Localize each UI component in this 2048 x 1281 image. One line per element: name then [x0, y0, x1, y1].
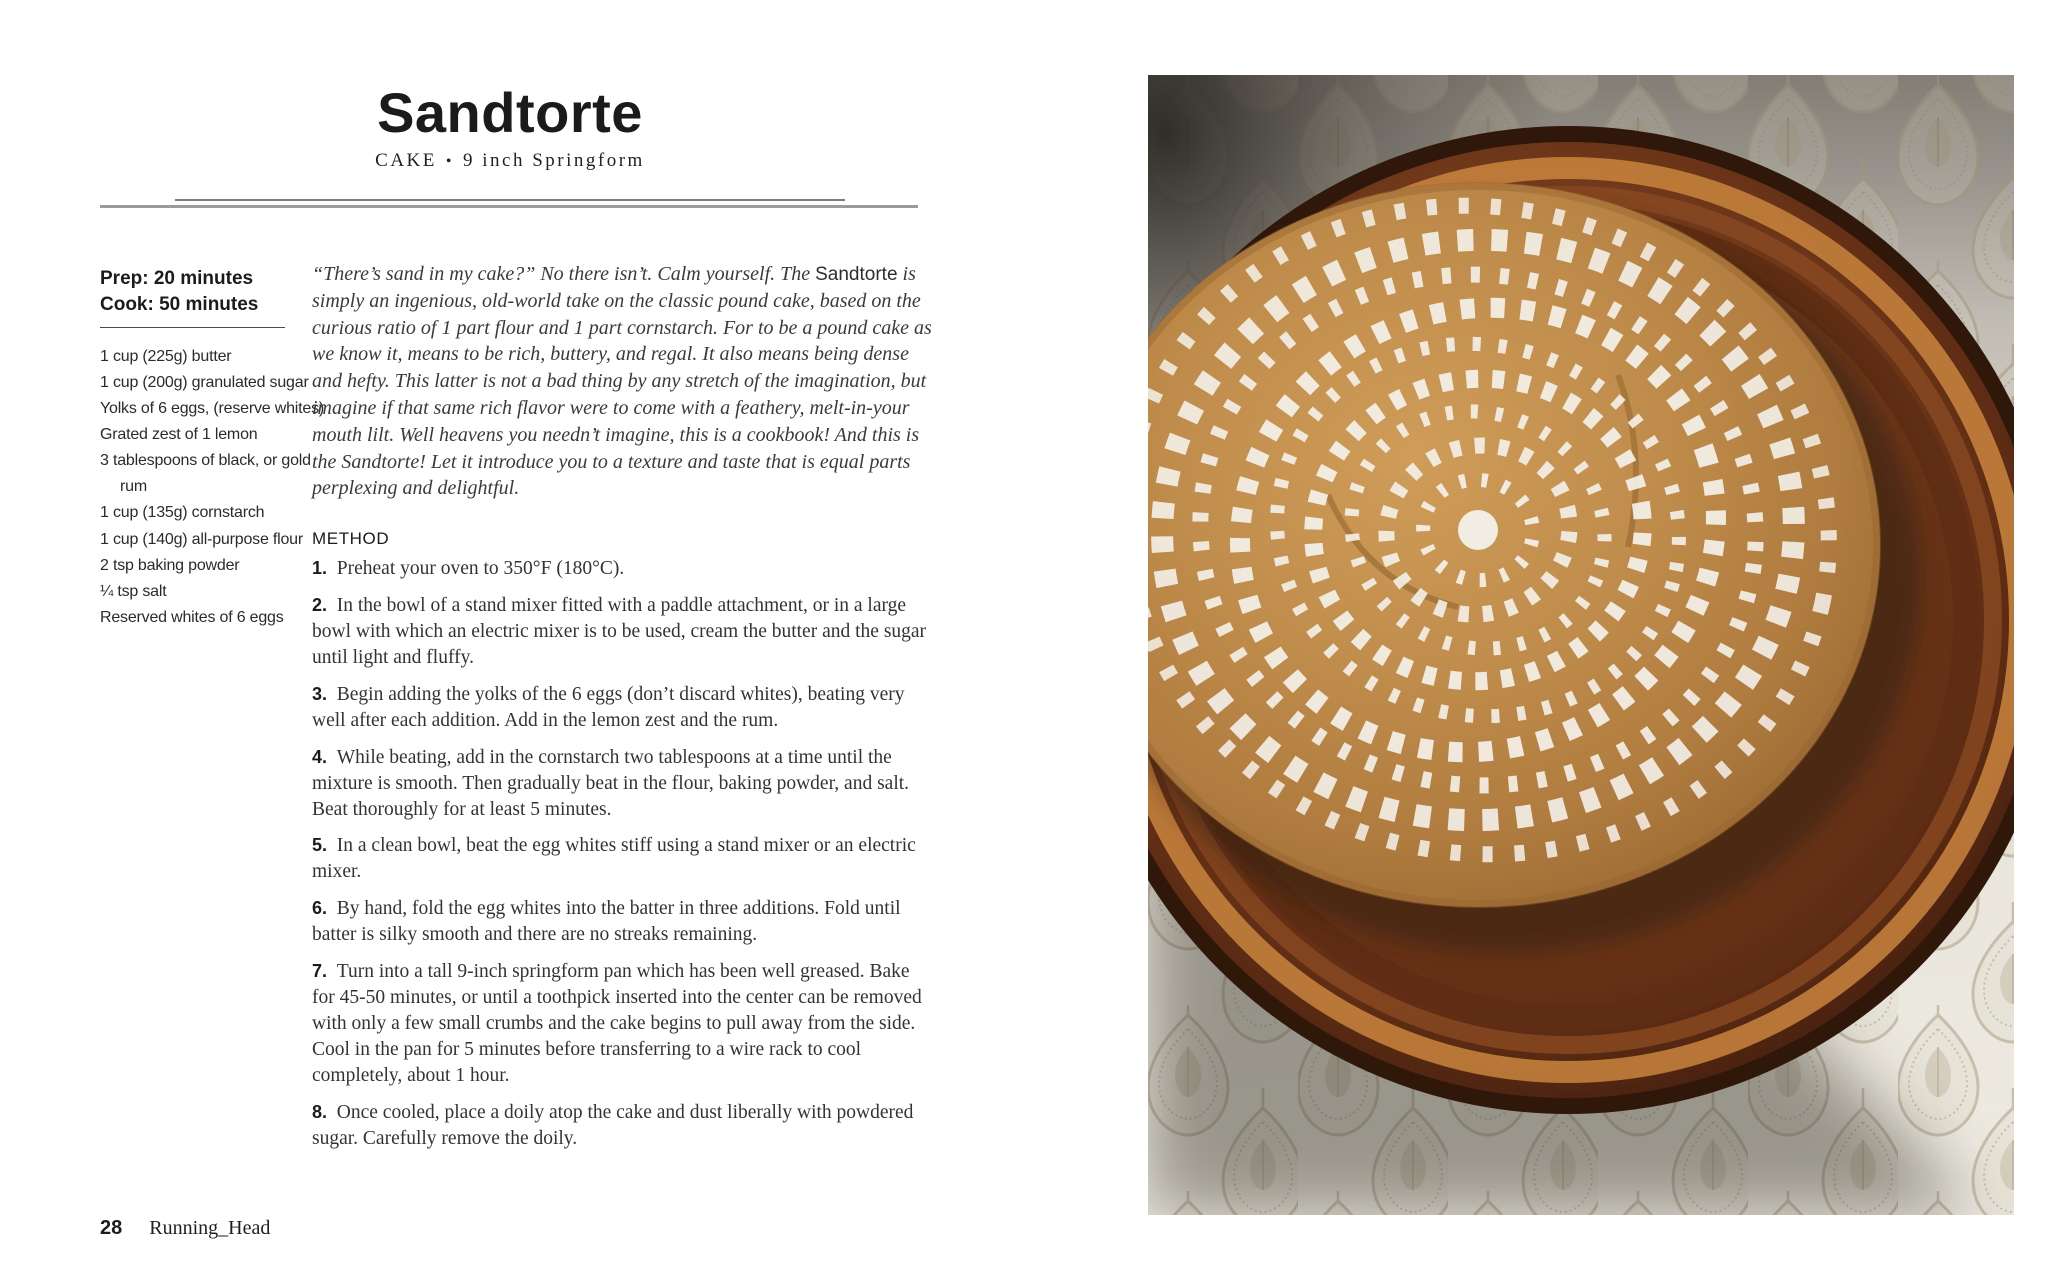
- method-step: [312, 833, 932, 885]
- ingredient-item: 2 tsp baking powder: [100, 556, 240, 574]
- ingredients-list: [100, 344, 326, 631]
- ingredient-item: 1 cup (225g) butter: [100, 348, 232, 365]
- method-heading: METHOD: [312, 529, 390, 549]
- recipe-subtitle: [100, 150, 920, 172]
- cook-time: Cook: 50 minutes: [100, 293, 259, 315]
- ingredient-item: 1 cup (135g) cornstarch: [100, 504, 265, 522]
- intro-rest: is simply an ingenious, old-world take on the classic pound cake, based on the curious ratio of 1 part flour and 1 part cornstarch. For to be a pound cake as we know it, means to be rich, buttery, and regal. It also means being dense and hefty. This latter is not a bad thing by any stretch of the imagination, but imagine if that same rich flavor were to come with a feathery, melt-in-your mouth lilt. Well heavens you needn’t imagine, this is a cookbook! And this is the Sandtorte! Let it introduce you to a texture and taste that is equal parts perplexing and delightful.: [312, 263, 932, 500]
- step-text: In a clean bowl, beat the egg whites stiff using a stand mixer or an electric mixer.: [312, 835, 916, 883]
- ingredient-item: 3 tablespoons of black, or gold rum: [100, 452, 311, 496]
- step-text: Turn into a tall 9-inch springform pan which has been well greased. Bake for 45-50 minutes, or until a toothpick inserted into the center can be removed with only a few small crumbs and the cake begins to pull away from the side. Cool in the pan for 5 minutes before transferring to a wire rack to cool completely, about 1 hour.: [312, 961, 922, 1086]
- step-number: 4.: [312, 746, 328, 767]
- method-step: [312, 896, 932, 948]
- ingredients-divider: [100, 327, 285, 328]
- method-step: [312, 556, 932, 582]
- method-step: [312, 1100, 932, 1152]
- step-number: 8.: [312, 1101, 328, 1122]
- recipe-body: [312, 261, 932, 1163]
- subtitle-detail: 9 inch Springform: [463, 150, 645, 171]
- recipe-photo: [1148, 75, 2014, 1215]
- intro-paragraph: [312, 261, 932, 502]
- header-rule-bottom: [100, 205, 918, 208]
- step-number: 6.: [312, 898, 328, 919]
- page-footer: [100, 1217, 270, 1240]
- ingredient-item: Grated zest of 1 lemon: [100, 426, 258, 444]
- bullet-icon: •: [445, 153, 454, 170]
- ingredient-item: Yolks of 6 eggs, (reserve whites): [100, 400, 325, 418]
- method-step: [312, 959, 932, 1089]
- cake-photo-illustration: [1148, 75, 2014, 1215]
- step-text: In the bowl of a stand mixer fitted with a paddle attachment, or in a large bowl with which an electric mixer is to be used, cream the butter and the sugar until light and fluffy.: [312, 595, 927, 668]
- method-step: [312, 593, 932, 671]
- step-text: Preheat your oven to 350°F (180°C).: [336, 558, 625, 580]
- page-title: Sandtorte: [377, 81, 643, 144]
- subtitle-category: CAKE: [375, 150, 437, 171]
- step-text: Begin adding the yolks of the 6 eggs (don’t discard whites), beating very well after each addition. Add in the lemon zest and the rum.: [312, 683, 905, 731]
- method-step: [312, 682, 932, 734]
- header-rule-top: [175, 199, 845, 201]
- step-number: 7.: [312, 961, 328, 982]
- intro-lead: “There’s sand in my cake?” No there isn’t. Calm yourself. The: [312, 263, 816, 285]
- ingredient-item: 1 cup (200g) granulated sugar: [100, 374, 309, 392]
- prep-time: Prep: 20 minutes: [100, 268, 254, 289]
- step-text: While beating, add in the cornstarch two tablespoons at a time until the mixture is smooth. Then gradually beat in the flour, baking powder, and salt. Beat thoroughly for at least 5 minutes.: [312, 746, 910, 820]
- ingredient-item: ¼ tsp salt: [100, 582, 167, 600]
- step-number: 5.: [312, 835, 328, 856]
- step-number: 2.: [312, 595, 328, 616]
- step-number: 3.: [312, 683, 328, 704]
- method-step: [312, 745, 932, 823]
- ingredient-item: Reserved whites of 6 eggs: [100, 608, 284, 626]
- intro-brand: Sandtorte: [815, 264, 898, 285]
- running-head: Running_Head: [149, 1217, 271, 1239]
- step-text: Once cooled, place a doily atop the cake and dust liberally with powdered sugar. Carefully remove the doily.: [312, 1101, 914, 1149]
- page-number: 28: [100, 1217, 123, 1239]
- method-steps: [312, 556, 932, 1151]
- step-text: By hand, fold the egg whites into the batter in three additions. Fold until batter is silky smooth and there are no streaks remaining.: [312, 898, 901, 946]
- recipe-times: [100, 266, 340, 317]
- ingredient-item: 1 cup (140g) all-purpose flour: [100, 530, 304, 548]
- step-number: 1.: [312, 558, 328, 579]
